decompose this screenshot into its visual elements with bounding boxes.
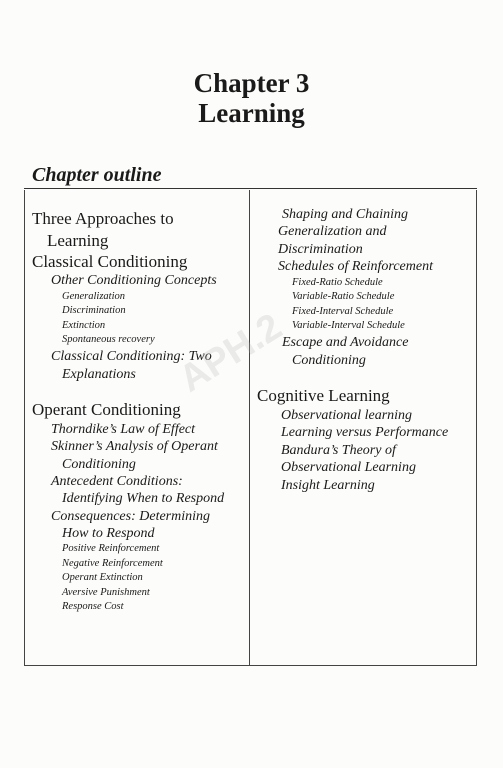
- outline-item-skinner-cont: Conditioning: [62, 457, 136, 472]
- outline-item-bandura: Bandura’s Theory of: [281, 443, 396, 458]
- outline-item-antecedent-cont: Identifying When to Respond: [62, 491, 225, 506]
- outline-item-fixed-interval: Fixed-Interval Schedule: [292, 306, 394, 317]
- chapter-number: Chapter 3: [193, 68, 310, 98]
- outline-item-discrimination: Discrimination: [62, 305, 126, 316]
- outline-item-antecedent: Antecedent Conditions:: [51, 474, 183, 489]
- outline-item-escape-avoidance-cont: Conditioning: [292, 353, 366, 368]
- outline-heading: Chapter outline: [32, 164, 162, 186]
- outline-item-three-approaches: Three Approaches to: [32, 209, 174, 228]
- outline-item-negative-reinforcement: Negative Reinforcement: [62, 558, 163, 569]
- outline-item-two-explanations: Classical Conditioning: Two: [51, 349, 212, 364]
- outline-item-consequences: Consequences: Determining: [51, 509, 211, 524]
- outline-item-response-cost: Response Cost: [62, 601, 124, 612]
- outline-item-learning-vs-performance: Learning versus Performance: [281, 425, 449, 440]
- outline-column-divider: [249, 190, 250, 666]
- outline-item-cognitive-learning: Cognitive Learning: [257, 386, 390, 405]
- outline-item-spontaneous-recovery: Spontaneous recovery: [62, 334, 155, 345]
- watermark: APH.2: [172, 305, 290, 401]
- outline-item-classical-conditioning: Classical Conditioning: [32, 252, 188, 271]
- outline-item-bandura-cont: Observational Learning: [281, 460, 416, 475]
- outline-item-observational-learning: Observational learning: [281, 408, 413, 423]
- outline-item-skinner: Skinner’s Analysis of Operant: [51, 439, 218, 454]
- outline-item-two-explanations-cont: Explanations: [62, 367, 136, 382]
- outline-item-escape-avoidance: Escape and Avoidance: [282, 335, 409, 350]
- outline-item-generalization: Generalization: [62, 291, 125, 302]
- outline-heading-rule: [24, 188, 477, 189]
- outline-item-extinction: Extinction: [62, 320, 106, 331]
- outline-item-operant-extinction: Operant Extinction: [62, 572, 143, 583]
- outline-item-thorndike: Thorndike’s Law of Effect: [51, 422, 196, 437]
- outline-item-fixed-ratio: Fixed-Ratio Schedule: [292, 277, 383, 288]
- outline-item-consequences-cont: How to Respond: [62, 526, 155, 541]
- outline-item-three-approaches-cont: Learning: [47, 231, 109, 250]
- outline-item-positive-reinforcement: Positive Reinforcement: [62, 543, 160, 554]
- outline-item-shaping-chaining: Shaping and Chaining: [282, 207, 409, 222]
- outline-item-operant-conditioning: Operant Conditioning: [32, 400, 181, 419]
- outline-item-other-concepts: Other Conditioning Concepts: [51, 273, 217, 288]
- outline-item-variable-ratio: Variable-Ratio Schedule: [292, 291, 395, 302]
- outline-item-aversive-punishment: Aversive Punishment: [62, 587, 150, 598]
- outline-item-generalization-discrimination: Generalization and: [278, 224, 387, 239]
- outline-item-variable-interval: Variable-Interval Schedule: [292, 320, 405, 331]
- outline-item-insight-learning: Insight Learning: [281, 478, 375, 493]
- outline-item-schedules: Schedules of Reinforcement: [278, 259, 433, 274]
- chapter-title: Learning: [198, 98, 305, 128]
- outline-item-generalization-discrimination-cont: Discrimination: [278, 242, 363, 257]
